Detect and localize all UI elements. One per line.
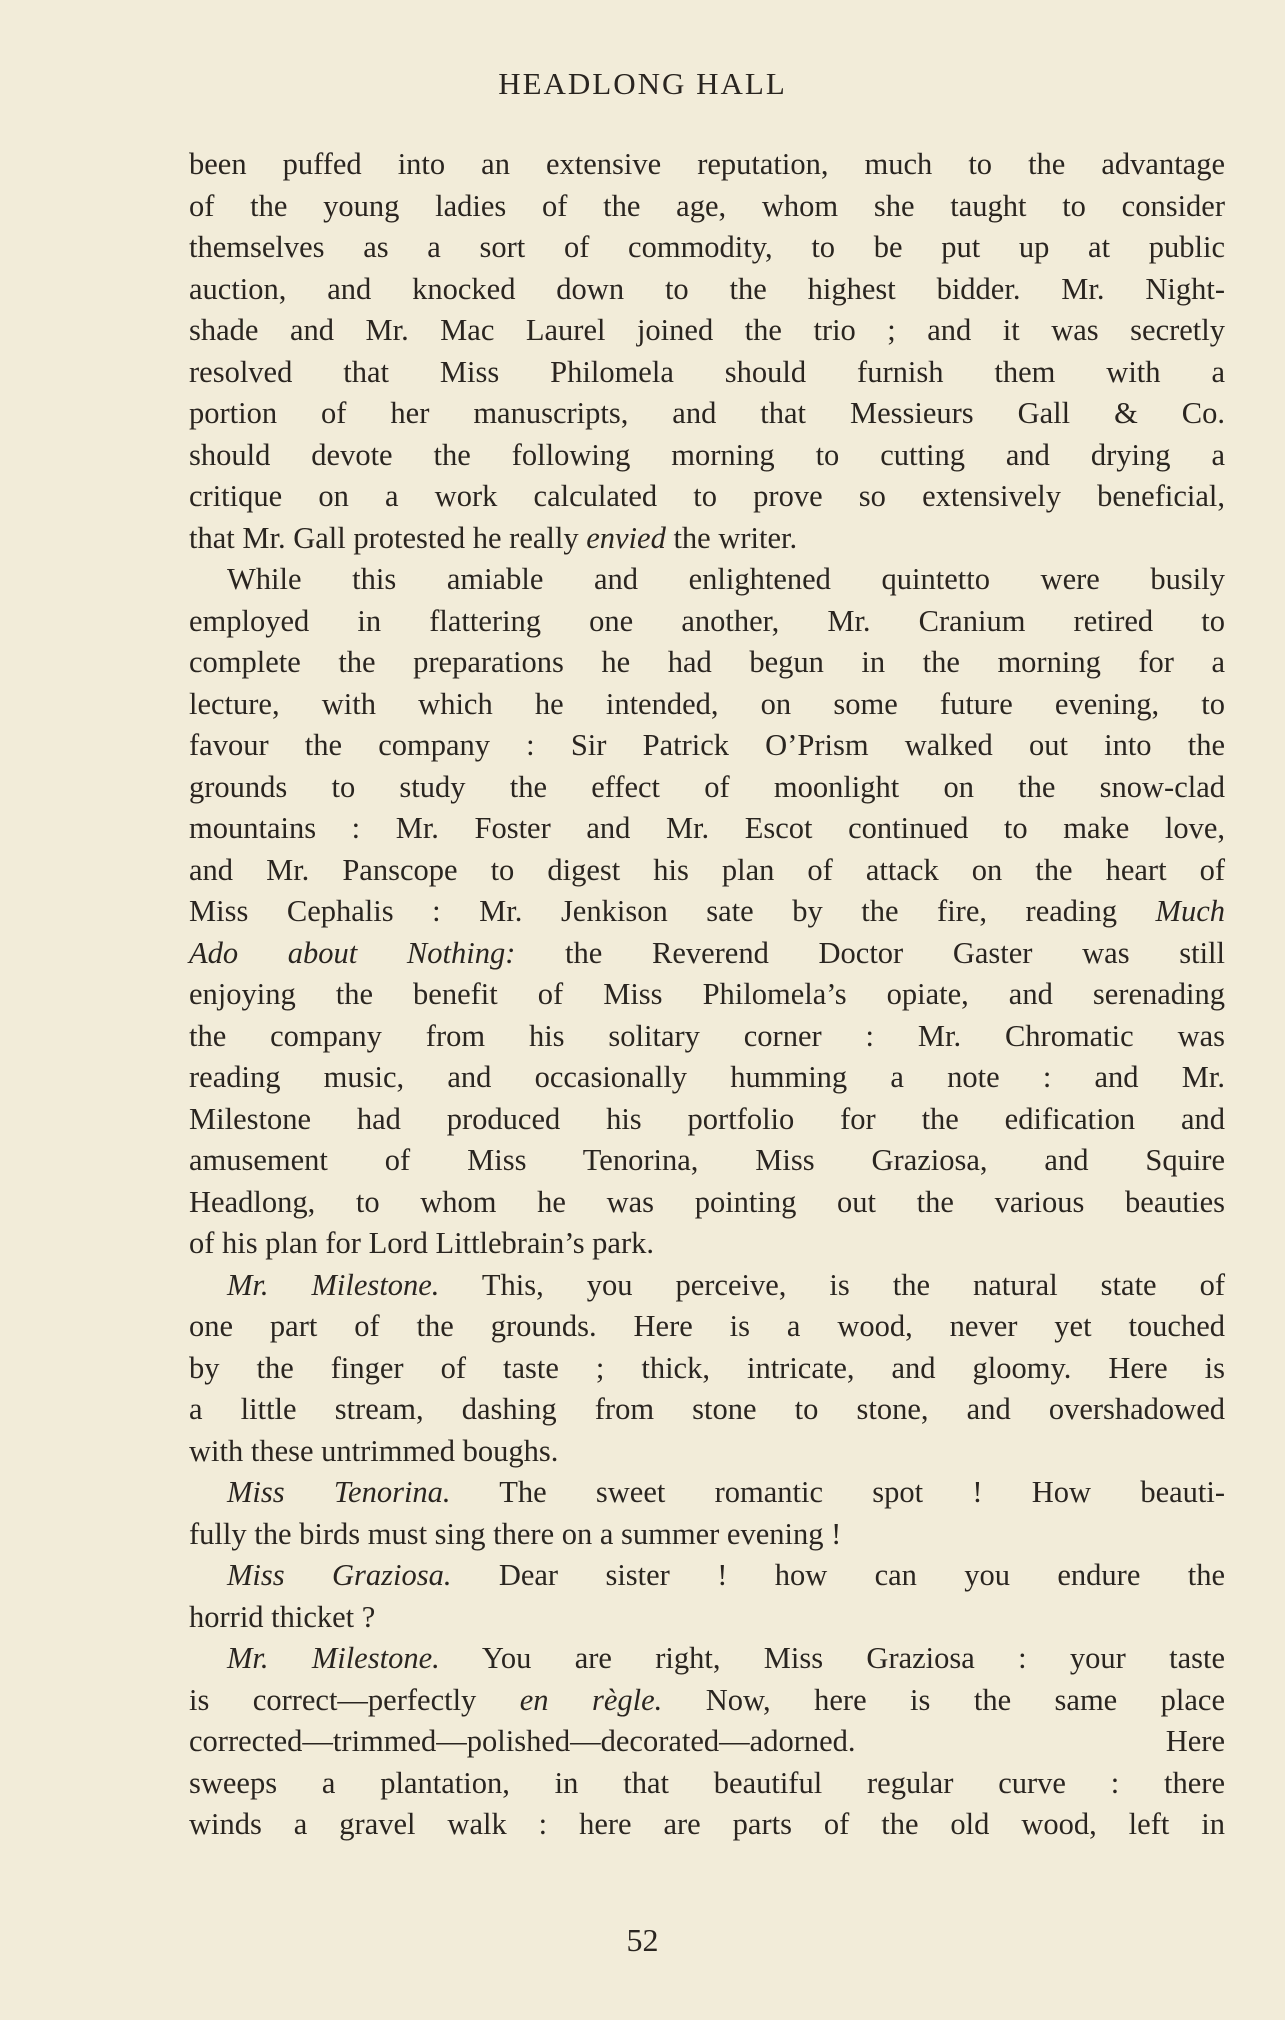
text-line — [189, 1431, 1225, 1473]
text-run: lecture, with which he intended, on some future evening, to — [189, 686, 1225, 721]
italic-text: Miss Tenorina. — [227, 1475, 451, 1509]
text-line — [189, 476, 1225, 518]
text-run: should devote the following morning to cutting and drying a — [189, 437, 1225, 472]
text-line — [189, 1223, 1225, 1265]
text-run: Dear sister ! how can you endure the — [451, 1558, 1225, 1592]
text-line — [189, 269, 1225, 311]
text-line — [189, 1721, 1225, 1763]
text-run: Headlong, to whom he was pointing out the various beauties — [189, 1184, 1225, 1219]
text-line — [189, 559, 1225, 601]
text-run: complete the preparations he had begun in the morning for a — [189, 645, 1225, 679]
text-run: sweeps a plantation, in that beautiful regular curve : there — [189, 1765, 1225, 1800]
text-run: Milestone had produced his portfolio for the edification and — [189, 1101, 1225, 1136]
text-run: themselves as a sort of commodity, to be put up at public — [189, 230, 1225, 264]
text-run: shade and Mr. Mac Laurel joined the trio ; and it was secretly — [189, 313, 1225, 347]
text-line — [189, 684, 1225, 726]
text-line — [189, 1763, 1225, 1805]
text-line — [189, 310, 1225, 352]
text-run: The sweet romantic spot ! How beauti- — [450, 1475, 1225, 1509]
text-run: amusement of Miss Tenorina, Miss Graziosa, and Squire — [189, 1143, 1225, 1177]
text-run: the writer. — [665, 520, 798, 555]
text-run: one part of the grounds. Here is a wood, never yet touched — [189, 1309, 1225, 1343]
text-line — [189, 393, 1225, 435]
text-run: and Mr. Panscope to digest his plan of attack on the heart of — [189, 852, 1225, 887]
text-line — [189, 891, 1225, 933]
text-run: of the young ladies of the age, whom she taught to consider — [189, 188, 1225, 223]
text-line — [189, 1016, 1225, 1058]
text-run: enjoying the benefit of Miss Philomela’s opiate, and serenading — [189, 977, 1225, 1011]
text-run: mountains : Mr. Foster and Mr. Escot continued to make love, — [189, 811, 1225, 845]
text-run: You are right, Miss Graziosa : your taste — [439, 1641, 1226, 1675]
text-line — [189, 601, 1225, 643]
text-run: Miss Cephalis : Mr. Jenkison sate by the fire, reading — [189, 894, 1156, 928]
italic-text: Mr. Milestone. — [227, 1267, 440, 1302]
text-line — [189, 974, 1225, 1016]
text-run: auction, and knocked down to the highest bidder. Mr. Night- — [189, 271, 1225, 306]
text-line — [189, 850, 1225, 892]
text-line — [189, 227, 1225, 269]
text-run: While this amiable and enlightened quintetto were busily — [227, 562, 1225, 596]
text-line — [189, 725, 1225, 767]
text-line — [189, 1804, 1225, 1846]
text-line — [189, 1057, 1225, 1099]
body-text — [189, 144, 1225, 1846]
running-head: HEADLONG HALL — [498, 66, 787, 101]
text-line — [189, 518, 1225, 560]
text-run: critique on a work calculated to prove so extensively beneficial, — [189, 479, 1225, 513]
text-run: horrid thicket ? — [189, 1599, 376, 1634]
italic-text: envied — [586, 520, 666, 555]
text-run: portion of her manuscripts, and that Messieurs Gall & Co. — [189, 396, 1225, 430]
text-run: a little stream, dashing from stone to stone, and overshadowed — [189, 1392, 1225, 1426]
text-run: grounds to study the effect of moonlight on the snow-clad — [189, 769, 1225, 804]
text-line — [189, 933, 1225, 975]
text-run: of his plan for Lord Littlebrain’s park. — [189, 1226, 655, 1260]
italic-text: Miss Graziosa. — [227, 1558, 452, 1592]
text-line — [189, 1555, 1225, 1597]
text-line — [189, 642, 1225, 684]
text-run: fully the birds must sing there on a summer evening ! — [189, 1516, 842, 1551]
text-run: Now, here is the same place — [662, 1682, 1225, 1717]
text-run: with these untrimmed boughs. — [189, 1433, 559, 1468]
text-run: by the finger of taste ; thick, intricate, and gloomy. Here is — [189, 1350, 1225, 1385]
text-run: that Mr. Gall protested he really — [189, 520, 587, 555]
text-line — [189, 1597, 1225, 1639]
text-line — [189, 1306, 1225, 1348]
text-line — [189, 1265, 1225, 1307]
text-line — [189, 1472, 1225, 1514]
text-line — [189, 1140, 1225, 1182]
text-line — [189, 808, 1225, 850]
italic-text: Much — [1155, 894, 1225, 928]
text-line — [189, 435, 1225, 477]
text-line — [189, 1680, 1225, 1722]
text-line — [189, 144, 1225, 186]
page-number: 52 — [626, 1922, 659, 1958]
italic-text: en règle. — [519, 1682, 663, 1717]
text-run: employed in flattering one another, Mr. Cranium retired to — [189, 603, 1225, 638]
text-line — [189, 1638, 1225, 1680]
text-line — [189, 1389, 1225, 1431]
text-line — [189, 1348, 1225, 1390]
text-run: winds a gravel walk : here are parts of the old wood, left in — [189, 1807, 1225, 1841]
text-line — [189, 1182, 1225, 1224]
text-run: This, you perceive, is the natural state of — [439, 1267, 1225, 1302]
text-line — [189, 767, 1225, 809]
italic-text: Ado about Nothing: — [189, 935, 516, 970]
text-run: favour the company : Sir Patrick O’Prism walked out into the — [189, 728, 1225, 762]
text-line — [189, 1514, 1225, 1556]
text-run: been puffed into an extensive reputation, much to the advantage — [189, 147, 1225, 181]
text-run: is correct—perfectly — [189, 1682, 520, 1717]
text-line — [189, 352, 1225, 394]
text-run: reading music, and occasionally humming a note : and Mr. — [189, 1060, 1225, 1094]
text-run: the company from his solitary corner : Mr. Chromatic was — [189, 1018, 1225, 1053]
italic-text: Mr. Milestone. — [227, 1641, 440, 1675]
text-run: resolved that Miss Philomela should furnish them with a — [189, 354, 1225, 389]
text-line — [189, 1099, 1225, 1141]
text-run: the Reverend Doctor Gaster was still — [515, 935, 1225, 970]
text-run: corrected—trimmed—polished—decorated—adorned. Here — [189, 1724, 1225, 1758]
text-line — [189, 186, 1225, 228]
